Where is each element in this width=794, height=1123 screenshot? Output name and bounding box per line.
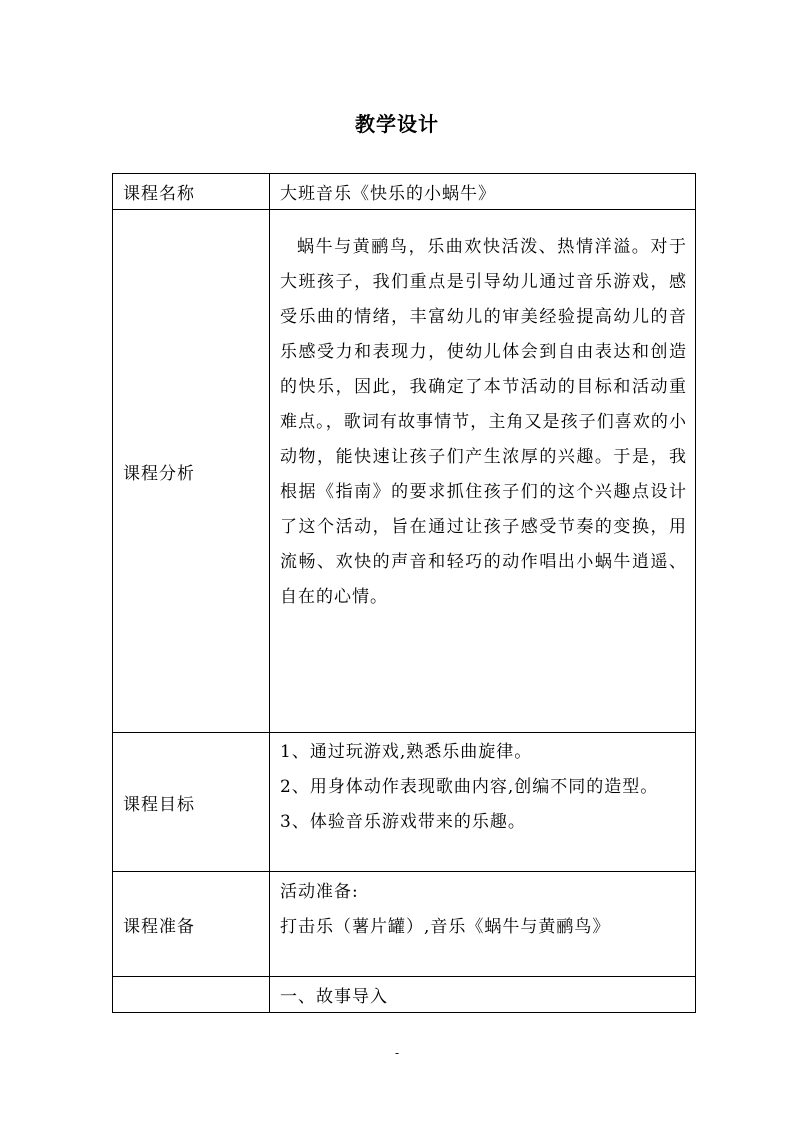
table-row-course-process (113, 977, 696, 1013)
table-row-course-preparation (113, 872, 696, 977)
course-goals-cell (270, 733, 696, 872)
page-footer-mark: - (394, 1046, 400, 1060)
course-preparation-line: 打击乐（薯片罐）,音乐《蜗牛与黄鹂鸟》 (280, 917, 611, 937)
lesson-plan-table (112, 173, 696, 1013)
course-analysis-cell (270, 210, 696, 733)
course-preparation-cell (270, 872, 696, 977)
course-name-label: 课程名称 (113, 174, 270, 210)
table-row-course-name (113, 174, 696, 210)
course-process-label (113, 977, 270, 1013)
course-goal-item: 2、用身体动作表现歌曲内容,创编不同的造型。 (280, 777, 659, 797)
course-analysis-text: 蜗牛与黄鹂鸟，乐曲欢快活泼、热情洋溢。对于大班孩子，我们重点是引导幼儿通过音乐游戏，感受乐曲的情绪，丰富幼儿的审美经验提高幼儿的音乐感受力和表现力，使幼儿体会到自由表达和创造的快乐，因此，我确定了本节活动的目标和活动重难点。，歌词有故事情节，主角又是孩子们喜欢的小动物，能快速让孩子们产生浓厚的兴趣。于是，我根据《指南》的要求抓住孩子们的这个兴趣点设计了这个活动，旨在通过让孩子感受节奏的变换，用流畅、欢快的声音和轻巧的动作唱出小蜗牛逍遥、自在的心情。 (280, 237, 687, 607)
course-preparation-line: 活动准备: (280, 882, 359, 902)
table-row-course-analysis (113, 210, 696, 733)
course-goal-item: 1、通过玩游戏,熟悉乐曲旋律。 (280, 742, 533, 762)
course-goals-label: 课程目标 (113, 733, 270, 872)
course-analysis-label: 课程分析 (113, 210, 270, 733)
course-name-value: 大班音乐《快乐的小蜗牛》 (270, 174, 696, 210)
course-goal-item: 3、体验音乐游戏带来的乐趣。 (280, 812, 526, 832)
document-title: 教学设计 (355, 112, 439, 136)
table-row-course-goals (113, 733, 696, 872)
course-process-first-line: 一、故事导入 (270, 977, 696, 1013)
course-preparation-label: 课程准备 (113, 872, 270, 977)
